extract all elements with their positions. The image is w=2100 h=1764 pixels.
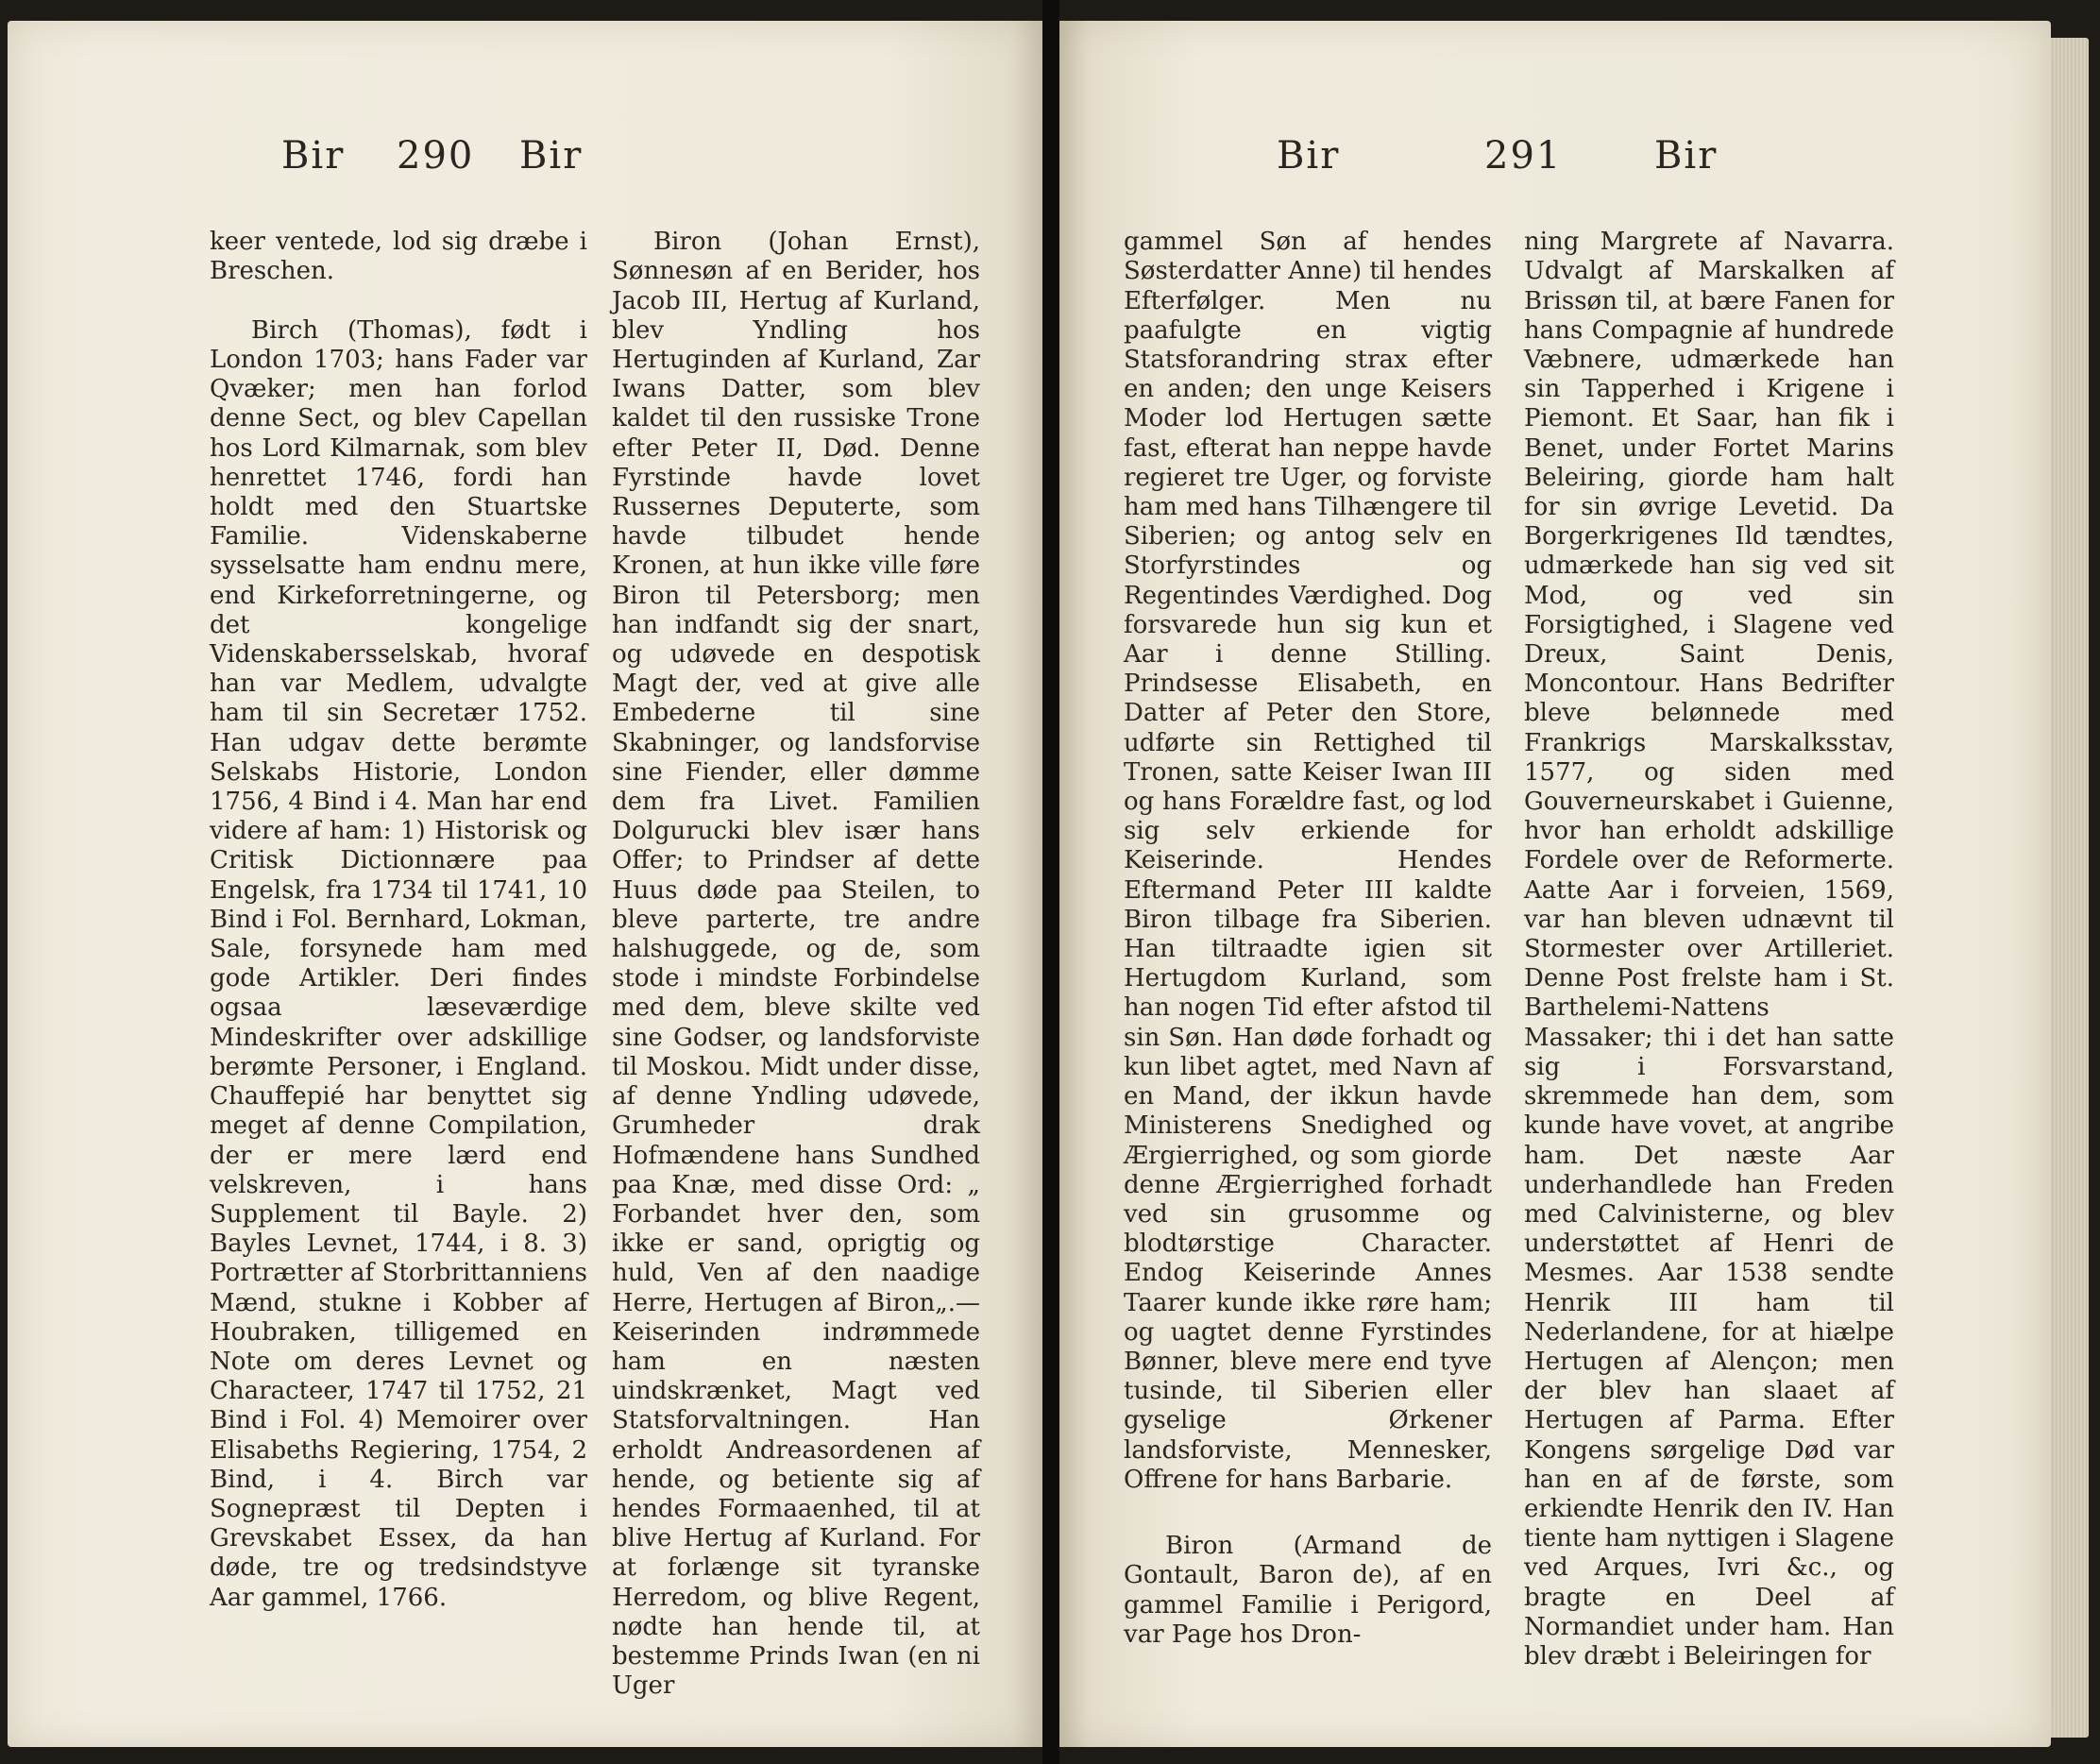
right-header-keyword-right: Bir	[1654, 134, 1719, 178]
entry-birch-thomas: Birch (Thomas), født i London 1703; hans Fader var Qvæker; men han forlod denne Sect, og blev Capellan hos Lord Kilmarnak, som blev henrettet 1746, fordi han holdt med den Stuartske Familie. Videnskaberne sysselsatte ham endnu mere, end Kirkeforretningerne, og det kongelige Videnskabersselskab, hvoraf han var Medlem, udvalgte ham til sin Secretær 1752. Han udgav dette berømte Selskabs Historie, London 1756, 4 Bind i 4. Man har end videre af ham: 1) Historisk og Critisk Dictionnære paa Engelsk, fra 1734 til 1741, 10 Bind i Fol. Bernhard, Lokman, Sale, forsynede ham med gode Artikler. Deri findes ogsaa læseværdige Mindeskrifter over adskillige berømte Personer, i England. Chauffepié har benyttet sig meget af denne Compilation, der er mere lærd end velskreven, i hans Supplement til Bayle. 2) Bayles Levnet, 1744, i 8. 3) Portrætter af Storbrittanniens Mænd, stukne i Kobber af Houbraken, tilligemed en Note om deres Levnet og Characteer, 1747 til 1752, 21 Bind i Fol. 4) Memoirer over Elisabeths Regiering, 1754, 2 Bind, i 4. Birch var Sognepræst til Depten i Grevskabet Essex, da han døde, tre og tredsindstyve Aar gammel, 1766.	[210, 315, 587, 1612]
right-header-keyword-left: Bir	[1277, 134, 1341, 178]
left-header-keyword-right: Bir	[519, 134, 584, 178]
right-page-column-1	[1124, 198, 1492, 1679]
paragraph: ning Margrete af Navarra. Udvalgt af Marskalken af Brissøn til, at bære Fanen for hans Compagnie af hundrede Væbnere, udmærkede han sin Tapperhed i Krigene i Piemont. Et Saar, han fik i Benet, under Fortet Marins Beleiring, giorde ham halt for sin øvrige Levetid. Da Borgerkrigenes Ild tændtes, udmærkede han sig ved sit Mod, og ved sin Forsigtighed, i Slagene ved Dreux, Saint Denis, Moncontour. Hans Bedrifter bleve belønnede med Frankrigs Marskalksstav, 1577, og siden med Gouverneurskabet i Guienne, hvor han erholdt adskillige Fordele over de Reformerte. Aatte Aar i forveien, 1569, var han bleven udnævnt til Stormester over Artilleriet. Denne Post frelste ham i St. Barthelemi-Nattens Massaker; thi i det han satte sig i Forsvarstand, skremmede han dem, som kunde have vovet, at angribe ham. Det næste Aar underhandlede han Freden med Calvinisterne, og blev understøttet af Henri de Mesmes. Aar 1538 sendte Henrik III ham til Nederlandene, for at hiælpe Hertugen af Alençon; men der blev han slaaet af Hertugen af Parma. Efter Kongens sørgelige Død var han en af de første, som erkiendte Henrik den IV. Han tiente ham nyttigen i Slagene ved Arques, Ivri &c., og bragte en Deel af Normandiet under ham. Han blev dræbt i Beleiringen for	[1524, 228, 1894, 1671]
entry-biron-armand: Biron (Armand de Gontault, Baron de), af en gammel Familie i Perigord, var Page hos Dron-	[1124, 1532, 1492, 1649]
paragraph: keer ventede, lod sig dræbe i Breschen.	[210, 228, 587, 286]
paragraph: gammel Søn af hendes Søsterdatter Anne) til hendes Efterfølger. Men nu paafulgte en vigtig Statsforandring strax efter en anden; den unge Keisers Moder lod Hertugen sætte fast, efterat han neppe havde regieret tre Uger, og forviste ham med hans Tilhængere til Siberien; og antog selv en Storfyrstindes og Regentindes Værdighed. Dog forsvarede hun sig kun et Aar i denne Stilling. Prindsesse Elisabeth, en Datter af Peter den Store, udførte sin Rettighed til Tronen, satte Keiser Iwan III og hans Forældre fast, og lod sig selv erkiende for Keiserinde. Hendes Eftermand Peter III kaldte Biron tilbage fra Siberien. Han tiltraadte igien sit Hertugdom Kurland, som han nogen Tid efter afstod til sin Søn. Han døde forhadt og kun libet agtet, med Navn af en Mand, der ikkun havde Ministerens Snedighed og Ærgierrighed, og som giorde denne Ærgierrighed forhadt ved sin grusomme og blodtørstige Character. Endog Keiserinde Annes Taarer kunde ikke røre ham; og uagtet denne Fyrstindes Bønner, bleve mere end tyve tusinde, til Siberien eller gyselige Ørkener landsforviste, Mennesker, Offrene for hans Barbarie.	[1124, 228, 1492, 1494]
left-page-number: 290	[397, 134, 475, 178]
left-header-keyword-left: Bir	[281, 134, 346, 178]
page-edges	[2051, 38, 2089, 1738]
book-gutter	[1042, 0, 1059, 1764]
right-page-number: 291	[1484, 134, 1563, 178]
right-page-column-2	[1524, 198, 1894, 1701]
left-page-column-1	[210, 198, 587, 1642]
entry-biron-johan-ernst: Biron (Johan Ernst), Sønnesøn af en Berider, hos Jacob III, Hertug af Kurland, blev Yndling hos Hertuginden af Kurland, Zar Iwans Datter, som blev kaldet til den russiske Trone efter Peter II, Død. Denne Fyrstinde havde lovet Russernes Deputerte, som havde tilbudet hende Kronen, at hun ikke ville føre Biron til Petersborg; men han indfandt sig der snart, og udøvede en despotisk Magt der, ved at give alle Embederne til sine Skabninger, og landsforvise sine Fiender, eller dømme dem fra Livet. Familien Dolgurucki blev især hans Offer; to Prindser af dette Huus døde paa Steilen, to bleve parterte, tre andre halshuggede, og de, som stode i mindste Forbindelse med dem, bleve skilte ved sine Godser, og landsforviste til Moskou. Midt under disse, af denne Yndling udøvede, Grumheder drak Hofmændene hans Sundhed paa Knæ, med disse Ord: „ Forbandet hver den, som ikke er sand, oprigtig og huld, Ven af den naadige Herre, Hertugen af Biron„.— Keiserinden indrømmede ham en næsten uindskrænket, Magt ved Statsforvaltningen. Han erholdt Andreasordenen af hende, og betiente sig af hendes Formaaenhed, til at blive Hertug af Kurland. For at forlænge sit tyranske Herredom, og blive Regent, nødte han hende til, at bestemme Prinds Iwan (en ni Uger	[612, 228, 980, 1701]
left-page-column-2	[612, 198, 980, 1731]
